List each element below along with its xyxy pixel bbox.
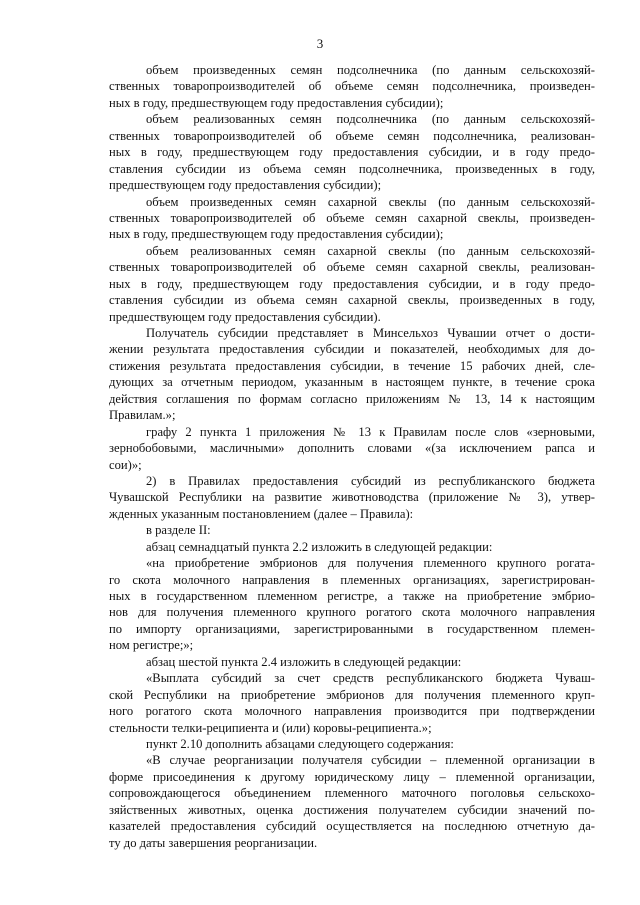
text-line: ных в году, предшествующем году предоставления субсидии, и в году предо- <box>109 276 595 291</box>
text-line: пункт 2.10 дополнить абзацами следующего содержания: <box>146 736 454 751</box>
text-line: ственных товаропроизводителей об объеме семян сахарной свеклы, произведен- <box>109 210 595 225</box>
document-body <box>109 62 595 851</box>
text-line: дующих за отчетным периодом, указанным в настоящем пункте, в течение срока <box>109 375 595 390</box>
text-line: «на приобретение эмбрионов для получения племенного крупного рогата- <box>146 556 595 571</box>
text-line: предшествующем году предоставления субсидии). <box>109 309 381 324</box>
text-line: ставления субсидии из объема семян сахарной свеклы, произведенных в году, <box>109 293 595 308</box>
text-line: графу 2 пункта 1 приложения № 13 к Правилам после слов «зерновыми, <box>146 424 595 439</box>
text-line: Правилам.»; <box>109 408 176 423</box>
text-line: ных в году, предшествующем году предоставления субсидии, и в году предо- <box>109 145 595 160</box>
text-line: Чувашской Республики на развитие животноводства (приложение № 3), утвер- <box>109 490 595 505</box>
text-line: ставления субсидии из объема семян подсолнечника, произведенных в году, <box>109 161 595 176</box>
text-line: сои)»; <box>109 457 142 472</box>
text-line: ных в государственном племенном регистре, а также на приобретение эмбрио- <box>109 589 595 603</box>
text-line: объем произведенных семян подсолнечника (по данным сельскохозяй- <box>146 63 595 77</box>
text-line: действия соглашения по формам согласно приложениям № 13, 14 к настоящим <box>109 391 595 406</box>
text-line: ных в году, предшествующем году предоставления субсидии); <box>109 227 444 242</box>
text-line: ственных товаропроизводителей об объеме семян сахарной свеклы, реализован- <box>109 260 595 275</box>
text-line: ном регистре;»; <box>109 638 194 653</box>
text-line: 2) в Правилах предоставления субсидий из республиканского бюджета <box>146 473 595 488</box>
text-line: ственных товаропроизводителей об объеме семян подсолнечника, произведен- <box>109 79 595 94</box>
text-line: стельности телки-реципиента и (или) коровы-реципиента.»; <box>109 720 432 735</box>
text-line: ственных товаропроизводителей об объеме семян подсолнечника, реализован- <box>109 128 595 143</box>
text-line: ного рогатого скота молочного направления производится при подтверждении <box>109 704 595 719</box>
text-line: ской Республики на приобретение эмбрионов для получения племенного круп- <box>109 687 595 702</box>
text-line: абзац семнадцатый пункта 2.2 изложить в следующей редакции: <box>146 539 493 554</box>
text-line: абзац шестой пункта 2.4 изложить в следующей редакции: <box>146 654 462 669</box>
text-line: зяйственных животных, оценка достижения получателем субсидии значений по- <box>109 802 595 817</box>
text-line: предшествующем году предоставления субсидии); <box>109 178 382 193</box>
text-line: в разделе II: <box>146 523 211 538</box>
text-line: жденных указанным постановлением (далее – Правила): <box>109 506 414 521</box>
text-line: стижения результата предоставления субсидии, в течение 15 рабочих дней, сле- <box>109 358 595 373</box>
text-line: Получатель субсидии представляет в Минсельхоз Чувашии отчет о дости- <box>146 326 595 340</box>
text-line: форме присоединения к другому юридическому лицу – племенной организации, <box>109 769 595 784</box>
text-line: «Выплата субсидий за счет средств республиканского бюджета Чуваш- <box>146 671 595 686</box>
text-line: «В случае реорганизации получателя субсидии – племенной организации в <box>146 753 595 768</box>
text-line: зернобобовыми, масличными» дополнить словами «(за исключением рапса и <box>109 441 595 456</box>
text-line: объем реализованных семян подсолнечника (по данным сельскохозяй- <box>146 112 595 127</box>
page-number: 3 <box>316 36 324 51</box>
text-line: го скота молочного направления в племенных организациях, зарегистрирован- <box>109 572 595 587</box>
text-line: жении результата предоставления субсидии и показателей, необходимых для до- <box>109 342 595 357</box>
text-line: нов для получения племенного крупного рогатого скота молочного направления <box>109 605 595 620</box>
text-line: сопровождающегося объединением племенного маточного поголовья сельскохо- <box>109 786 595 801</box>
text-line: ту до даты завершения реорганизации. <box>109 835 318 850</box>
text-line: казателей предоставления субсидий осуществляется на последнюю отчетную да- <box>109 819 595 834</box>
text-line: по импорту организациями, зарегистрированными в государственном племен- <box>109 621 595 636</box>
text-line: объем произведенных семян сахарной свеклы (по данным сельскохозяй- <box>146 194 595 209</box>
text-line: объем реализованных семян сахарной свеклы (по данным сельскохозяй- <box>146 243 595 258</box>
text-line: ных в году, предшествующем году предоставления субсидии); <box>109 95 444 110</box>
